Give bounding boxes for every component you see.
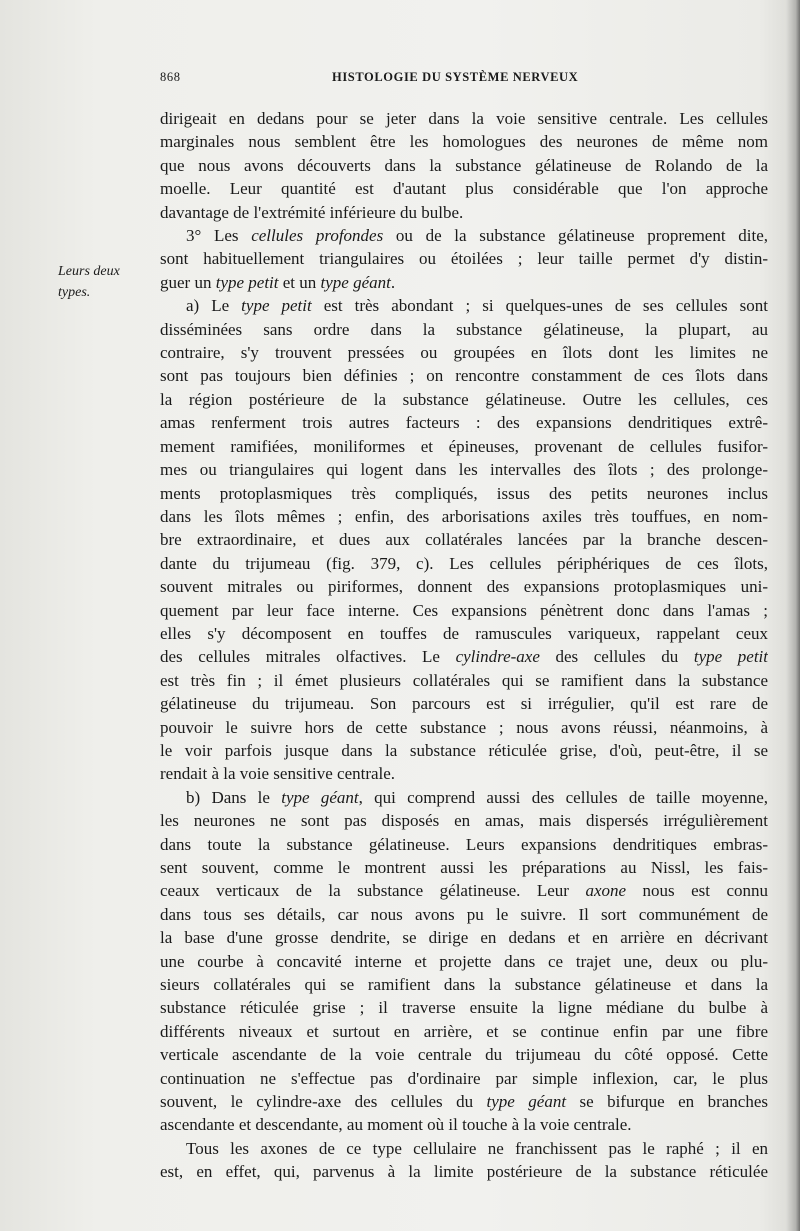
text-line: ceaux verticaux de la substance gélatineuse. Leur axone nous est connu bbox=[160, 881, 768, 901]
text-line: sont pas toujours bien définies ; on rencontre constamment de ces îlots dans bbox=[160, 366, 768, 386]
body-text bbox=[160, 107, 768, 1184]
running-title: HISTOLOGIE DU SYSTÈME NERVEUX bbox=[332, 70, 579, 84]
text-line: est, en effet, qui, parvenus à la limite postérieure de la substance réticulée bbox=[160, 1162, 768, 1182]
text-line: contraire, s'y trouvent pressées ou groupées en îlots dont les limites ne bbox=[160, 343, 768, 363]
margin-note-line: Leurs deux bbox=[58, 264, 120, 279]
text-line: dans toute la substance gélatineuse. Leurs expansions dendritiques embras- bbox=[160, 834, 768, 854]
text-line: sieurs collatérales qui se ramifient dans la substance gélatineuse et dans la bbox=[160, 975, 768, 995]
text-line: des cellules mitrales olfactives. Le cylindre-axe des cellules du type petit bbox=[160, 647, 768, 667]
text-line: que nous avons découverts dans la substance gélatineuse de Rolando de la bbox=[160, 155, 768, 175]
text-line: verticale ascendante de la voie centrale du trijumeau du côté opposé. Cette bbox=[160, 1045, 768, 1065]
text-line: disséminées sans ordre dans la substance gélatineuse, la plupart, au bbox=[160, 319, 768, 339]
text-line: dante du trijumeau (fig. 379, c). Les cellules périphériques de ces îlots, bbox=[160, 553, 768, 573]
page-binding-shadow bbox=[786, 0, 800, 1231]
text-line: le voir parfois jusque dans la substance réticulée grise, d'où, peut-être, il se bbox=[160, 740, 768, 760]
margin-note bbox=[58, 261, 154, 303]
text-line: moelle. Leur quantité est d'autant plus considérable que l'on approche bbox=[160, 179, 768, 199]
margin-note-line: types. bbox=[58, 285, 91, 300]
text-line: marginales nous semblent être les homologues des neurones de même nom bbox=[160, 132, 768, 152]
page-number: 868 bbox=[160, 70, 181, 84]
text-line: rendait à la voie sensitive centrale. bbox=[160, 764, 396, 784]
text-line: ascendante et descendante, au moment où il touche à la voie centrale. bbox=[160, 1115, 632, 1135]
text-line: sont habituellement triangulaires ou étoilées ; leur taille permet d'y distin- bbox=[160, 249, 768, 269]
text-line: souvent, le cylindre-axe des cellules du type géant se bifurque en branches bbox=[160, 1092, 768, 1112]
text-line: la base d'une grosse dendrite, se dirige en dedans et en arrière en décrivant bbox=[160, 928, 768, 948]
text-line: la région postérieure de la substance gélatineuse. Outre les cellules, ces bbox=[160, 389, 768, 409]
text-line: quement par leur face interne. Ces expansions pénètrent donc dans l'amas ; bbox=[160, 600, 768, 620]
text-line: une courbe à concavité interne et projette dans ce trajet une, deux ou plu- bbox=[160, 951, 768, 971]
text-line: les neurones ne sont pas disposés en amas, mais dispersés irrégulièrement bbox=[160, 811, 768, 831]
text-line: b) Dans le type géant, qui comprend aussi des cellules de taille moyenne, bbox=[186, 787, 768, 807]
running-header bbox=[160, 70, 770, 90]
text-line: dans tous ses détails, car nous avons pu le suivre. Il sort communément de bbox=[160, 904, 768, 924]
text-line: est très fin ; il émet plusieurs collatérales qui se ramifient dans la substance bbox=[160, 670, 768, 690]
text-line: davantage de l'extrémité inférieure du bulbe. bbox=[160, 202, 464, 222]
text-line: mement ramifiées, moniliformes et épineuses, provenant de cellules fusifor- bbox=[160, 436, 768, 456]
text-line: pouvoir le suivre hors de cette substance ; nous avons réussi, néanmoins, à bbox=[160, 717, 768, 737]
text-line: dans les îlots mêmes ; enfin, des arborisations axiles très touffues, en nom- bbox=[160, 506, 768, 526]
text-line: sent souvent, comme le montrent aussi les préparations au Nissl, les fais- bbox=[160, 858, 768, 877]
text-line: souvent mitrales ou piriformes, donnent des expansions protoplasmiques uni- bbox=[160, 577, 768, 597]
text-line: Tous les axones de ce type cellulaire ne franchissent pas le raphé ; il en bbox=[186, 1138, 768, 1158]
text-line: différents niveaux et surtout en arrière, et se continue enfin par une fibre bbox=[160, 1021, 768, 1041]
text-line: guer un type petit et un type géant. bbox=[160, 272, 396, 292]
text-line: gélatineuse du trijumeau. Son parcours est si irrégulier, qu'il est rare de bbox=[160, 694, 768, 714]
text-line: dirigeait en dedans pour se jeter dans la voie sensitive centrale. Les cellules bbox=[160, 109, 768, 128]
text-line: a) Le type petit est très abondant ; si quelques-unes de ses cellules sont bbox=[186, 296, 768, 316]
text-line: ments protoplasmiques très compliqués, issus des petits neurones inclus bbox=[160, 483, 768, 503]
text-line: bre extraordinaire, et dues aux collatérales lancées par la branche descen- bbox=[160, 530, 768, 550]
text-line: substance réticulée grise ; il traverse ensuite la ligne médiane du bulbe à bbox=[160, 998, 768, 1018]
text-line: continuation ne s'effectue pas d'ordinaire par simple inflexion, car, le plus bbox=[160, 1068, 768, 1088]
text-line: 3° Les cellules profondes ou de la substance gélatineuse proprement dite, bbox=[186, 226, 768, 246]
text-line: mes ou triangulaires qui logent dans les intervalles des îlots ; des prolonge- bbox=[160, 460, 768, 480]
text-line: amas renferment trois autres facteurs : des expansions dendritiques extrê- bbox=[160, 413, 768, 433]
text-line: elles s'y décomposent en touffes de ramuscules variqueux, rappelant ceux bbox=[160, 623, 768, 643]
